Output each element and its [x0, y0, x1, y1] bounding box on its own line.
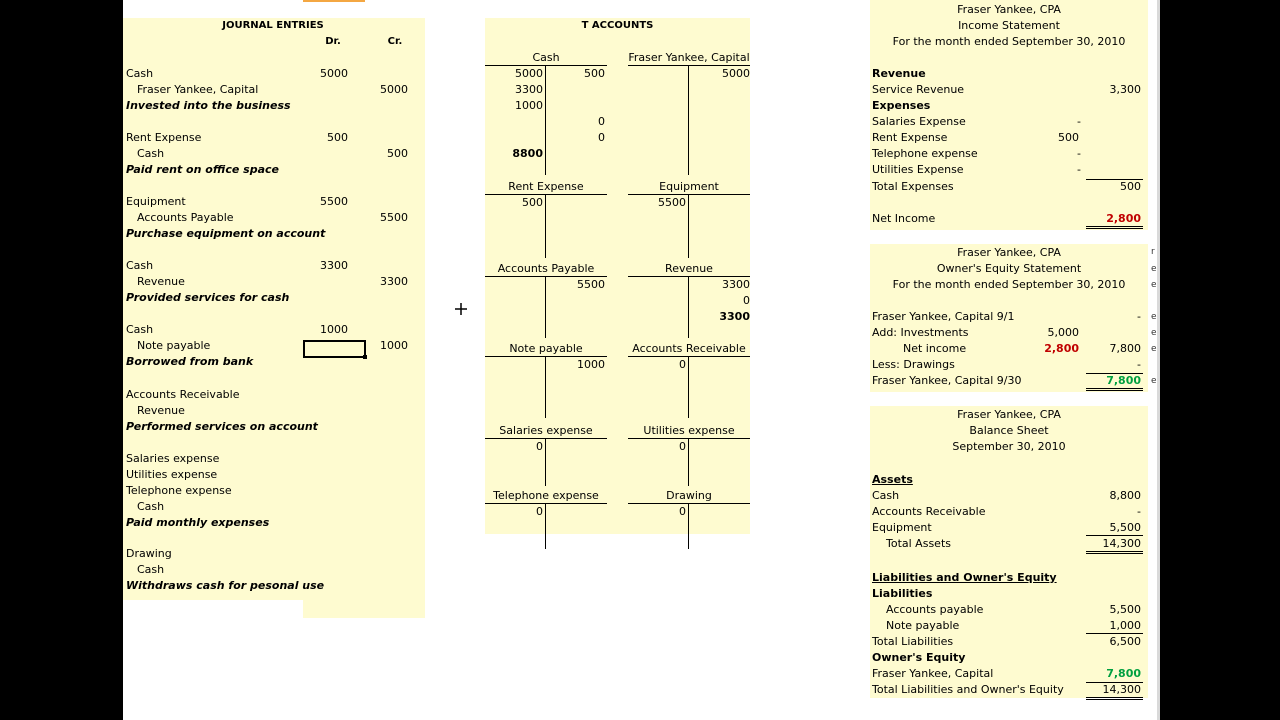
journal-account: Cash: [137, 500, 165, 513]
oe-investments-label: Add: Investments: [872, 326, 969, 339]
oe-net-income-value: 2,800: [1044, 342, 1079, 355]
t-account-debit: 5500: [658, 196, 686, 209]
bs-equity-label: Owner's Equity: [872, 651, 966, 664]
bs-asset-label: Cash: [872, 489, 900, 502]
t-account-top-rule: [485, 438, 607, 439]
t-account-divider: [688, 194, 689, 258]
t-account-top-rule: [628, 276, 750, 277]
journal-account: Utilities expense: [126, 468, 218, 481]
journal-account: Revenue: [137, 275, 185, 288]
t-accounts-title: T ACCOUNTS: [581, 20, 654, 31]
t-account-debit: 0: [679, 358, 686, 371]
is-expense-label: Salaries Expense: [872, 115, 966, 128]
is-expense-value: -: [1077, 147, 1081, 160]
t-account-divider: [688, 276, 689, 338]
t-account-name: Telephone expense: [493, 489, 599, 502]
bs-capital-label: Fraser Yankee, Capital: [872, 667, 994, 680]
t-account-debit: 1000: [515, 99, 543, 112]
bs-capital-value: 7,800: [1106, 667, 1141, 680]
journal-account: Cash: [137, 147, 165, 160]
is-expense-label: Telephone expense: [872, 147, 978, 160]
t-account-debit: 5000: [515, 67, 543, 80]
bs-asset-value: -: [1137, 505, 1141, 518]
journal-account: Salaries expense: [126, 452, 220, 465]
t-account-top-rule: [485, 503, 607, 504]
journal-debit: 5500: [320, 195, 348, 208]
bs-assets-label: Assets: [872, 473, 913, 486]
fill-handle[interactable]: [363, 355, 367, 359]
t-account-divider: [688, 438, 689, 486]
bs-company: Fraser Yankee, CPA: [957, 408, 1061, 421]
t-account-top-rule: [485, 65, 607, 66]
journal-account: Accounts Payable: [137, 211, 234, 224]
spreadsheet-area[interactable]: [123, 0, 1157, 720]
t-account-divider: [545, 356, 546, 418]
is-company: Fraser Yankee, CPA: [957, 3, 1061, 16]
t-account-credit: 0: [743, 294, 750, 307]
is-net-income-rule-2: [1086, 228, 1143, 229]
oe-company: Fraser Yankee, CPA: [957, 246, 1061, 259]
t-account-name: Salaries expense: [499, 424, 593, 437]
bs-liability-value: 5,500: [1109, 603, 1141, 616]
journal-dr-header: Dr.: [325, 36, 341, 47]
bs-liability-label: Accounts payable: [886, 603, 984, 616]
bs-total-assets-label: Total Assets: [886, 537, 951, 550]
journal-cr-panel: [365, 18, 425, 618]
t-account-debit: 8800: [512, 147, 543, 160]
t-account-top-rule: [485, 194, 607, 195]
journal-debit: 3300: [320, 259, 348, 272]
t-account-debit: 500: [522, 196, 543, 209]
oe-capital-start-label: Fraser Yankee, Capital 9/1: [872, 310, 1015, 323]
bs-total-assets-rule-1: [1086, 551, 1143, 552]
bs-asset-label: Accounts Receivable: [872, 505, 986, 518]
bs-liabilities-label: Liabilities: [872, 587, 933, 600]
is-expense-value: -: [1077, 115, 1081, 128]
t-account-name: Rent Expense: [508, 180, 584, 193]
cut-off-glyph: e: [1151, 376, 1157, 386]
bs-asset-value: 5,500: [1109, 521, 1141, 534]
bs-asset-label: Equipment: [872, 521, 932, 534]
journal-credit: 5500: [380, 211, 408, 224]
move-cursor-icon: [454, 302, 468, 316]
journal-credit: 500: [387, 147, 408, 160]
t-account-divider: [545, 276, 546, 338]
t-account-debit: 0: [679, 505, 686, 518]
is-net-income-value: 2,800: [1106, 212, 1141, 225]
cut-off-glyph: r: [1151, 247, 1155, 257]
is-title: Income Statement: [958, 19, 1060, 32]
journal-account: Accounts Receivable: [126, 388, 240, 401]
journal-account: Telephone expense: [126, 484, 232, 497]
t-account-name: Cash: [532, 51, 560, 64]
is-expense-label: Rent Expense: [872, 131, 948, 144]
t-account-name: Note payable: [509, 342, 583, 355]
t-account-credit: 5500: [577, 278, 605, 291]
t-account-divider: [545, 194, 546, 258]
is-net-income-rule-1: [1086, 226, 1143, 227]
t-account-credit: 0: [598, 115, 605, 128]
journal-account: Revenue: [137, 404, 185, 417]
cut-off-glyph: e: [1151, 264, 1157, 274]
journal-account: Fraser Yankee, Capital: [137, 83, 259, 96]
journal-account: Drawing: [126, 547, 172, 560]
oe-capital-end-rule-1: [1086, 388, 1143, 389]
journal-account: Borrowed from bank: [126, 355, 254, 368]
t-account-credit: 0: [598, 131, 605, 144]
window-edge: [1157, 0, 1160, 720]
journal-account: Purchase equipment on account: [126, 227, 326, 240]
bs-liability-label: Note payable: [886, 619, 960, 632]
is-net-income-label: Net Income: [872, 212, 936, 225]
journal-debit: 5000: [320, 67, 348, 80]
oe-drawings-label: Less: Drawings: [872, 358, 955, 371]
sheet-tab-indicator[interactable]: [303, 0, 365, 2]
oe-capital-end-label: Fraser Yankee, Capital 9/30: [872, 374, 1022, 387]
bs-liab-rule: [1086, 633, 1143, 634]
is-revenue-label: Revenue: [872, 67, 926, 80]
journal-debit: 1000: [320, 323, 348, 336]
journal-account: Withdraws cash for pesonal use: [126, 579, 325, 592]
is-service-revenue-value: 3,300: [1109, 83, 1141, 96]
t-account-top-rule: [485, 276, 607, 277]
bs-total-le-rule-2: [1086, 699, 1143, 700]
cut-off-glyph: e: [1151, 328, 1157, 338]
bs-assets-rule: [1086, 535, 1143, 536]
journal-credit: 3300: [380, 275, 408, 288]
journal-account: Performed services on account: [126, 420, 318, 433]
t-account-divider: [545, 438, 546, 486]
t-account-name: Drawing: [666, 489, 712, 502]
journal-title: JOURNAL ENTRIES: [222, 20, 324, 31]
journal-credit: 1000: [380, 339, 408, 352]
t-account-debit: 0: [679, 440, 686, 453]
bs-date: September 30, 2010: [952, 440, 1066, 453]
oe-net-income-label: Net income: [903, 342, 967, 355]
oe-drawings-value: -: [1137, 358, 1141, 371]
journal-account: Cash: [126, 259, 154, 272]
t-account-top-rule: [628, 65, 750, 66]
t-account-divider: [545, 503, 546, 549]
journal-account: Cash: [126, 67, 154, 80]
journal-account: Paid monthly expenses: [126, 516, 270, 529]
journal-account: Paid rent on office space: [126, 163, 279, 176]
bs-title: Balance Sheet: [969, 424, 1049, 437]
t-account-divider: [688, 503, 689, 549]
cut-off-glyph: e: [1151, 344, 1157, 354]
t-account-name: Utilities expense: [643, 424, 735, 437]
t-account-debit: 0: [536, 440, 543, 453]
oe-capital-start-value: -: [1137, 310, 1141, 323]
bs-total-le-value: 14,300: [1102, 683, 1141, 696]
is-total-expenses-label: Total Expenses: [872, 180, 954, 193]
journal-account: Cash: [126, 323, 154, 336]
t-account-top-rule: [485, 356, 607, 357]
bs-le-label: Liabilities and Owner's Equity: [872, 571, 1057, 584]
bs-total-liabilities-value: 6,500: [1109, 635, 1141, 648]
bs-total-liabilities-label: Total Liabilities: [872, 635, 954, 648]
t-account-name: Revenue: [665, 262, 713, 275]
t-account-top-rule: [628, 438, 750, 439]
is-service-revenue-label: Service Revenue: [872, 83, 965, 96]
bs-total-le-label: Total Liabilities and Owner's Equity: [872, 683, 1064, 696]
journal-debit: 500: [327, 131, 348, 144]
t-account-debit: 3300: [515, 83, 543, 96]
t-account-credit: 3300: [722, 278, 750, 291]
t-account-top-rule: [628, 503, 750, 504]
journal-account: Note payable: [137, 339, 211, 352]
is-period: For the month ended September 30, 2010: [892, 35, 1126, 48]
t-account-credit: 500: [584, 67, 605, 80]
bs-total-assets-rule-2: [1086, 553, 1143, 554]
t-account-divider: [688, 65, 689, 175]
cut-off-glyph: e: [1151, 280, 1157, 290]
t-account-divider: [688, 356, 689, 418]
t-account-name: Equipment: [659, 180, 719, 193]
t-account-credit: 5000: [722, 67, 750, 80]
journal-account: Rent Expense: [126, 131, 202, 144]
t-account-top-rule: [628, 356, 750, 357]
selected-cell[interactable]: [303, 340, 366, 358]
t-account-credit: 3300: [719, 310, 750, 323]
bs-liability-value: 1,000: [1109, 619, 1141, 632]
journal-cr-header: Cr.: [387, 36, 403, 47]
is-expense-value: -: [1077, 163, 1081, 176]
t-account-name: Accounts Payable: [497, 262, 595, 275]
t-account-debit: 0: [536, 505, 543, 518]
is-expense-label: Utilities Expense: [872, 163, 964, 176]
t-account-name: Fraser Yankee, Capital: [628, 51, 750, 64]
oe-capital-end-rule-2: [1086, 390, 1143, 391]
oe-capital-end-value: 7,800: [1106, 374, 1141, 387]
bs-asset-value: 8,800: [1109, 489, 1141, 502]
journal-account: Cash: [137, 563, 165, 576]
t-account-divider: [545, 65, 546, 175]
is-total-expenses-value: 500: [1120, 180, 1141, 193]
oe-investments-value: 5,000: [1047, 326, 1079, 339]
t-account-credit: 1000: [577, 358, 605, 371]
t-account-name: Accounts Receivable: [632, 342, 746, 355]
is-expenses-label: Expenses: [872, 99, 931, 112]
bs-total-le-rule-1: [1086, 697, 1143, 698]
t-account-top-rule: [628, 194, 750, 195]
journal-account: Invested into the business: [126, 99, 291, 112]
journal-account: Equipment: [126, 195, 186, 208]
bs-total-assets-value: 14,300: [1102, 537, 1141, 550]
journal-account: Provided services for cash: [126, 291, 290, 304]
oe-period: For the month ended September 30, 2010: [892, 278, 1126, 291]
is-expense-value: 500: [1058, 131, 1079, 144]
oe-subtotal-value: 7,800: [1109, 342, 1141, 355]
oe-title: Owner's Equity Statement: [936, 262, 1082, 275]
cut-off-glyph: e: [1151, 312, 1157, 322]
journal-credit: 5000: [380, 83, 408, 96]
